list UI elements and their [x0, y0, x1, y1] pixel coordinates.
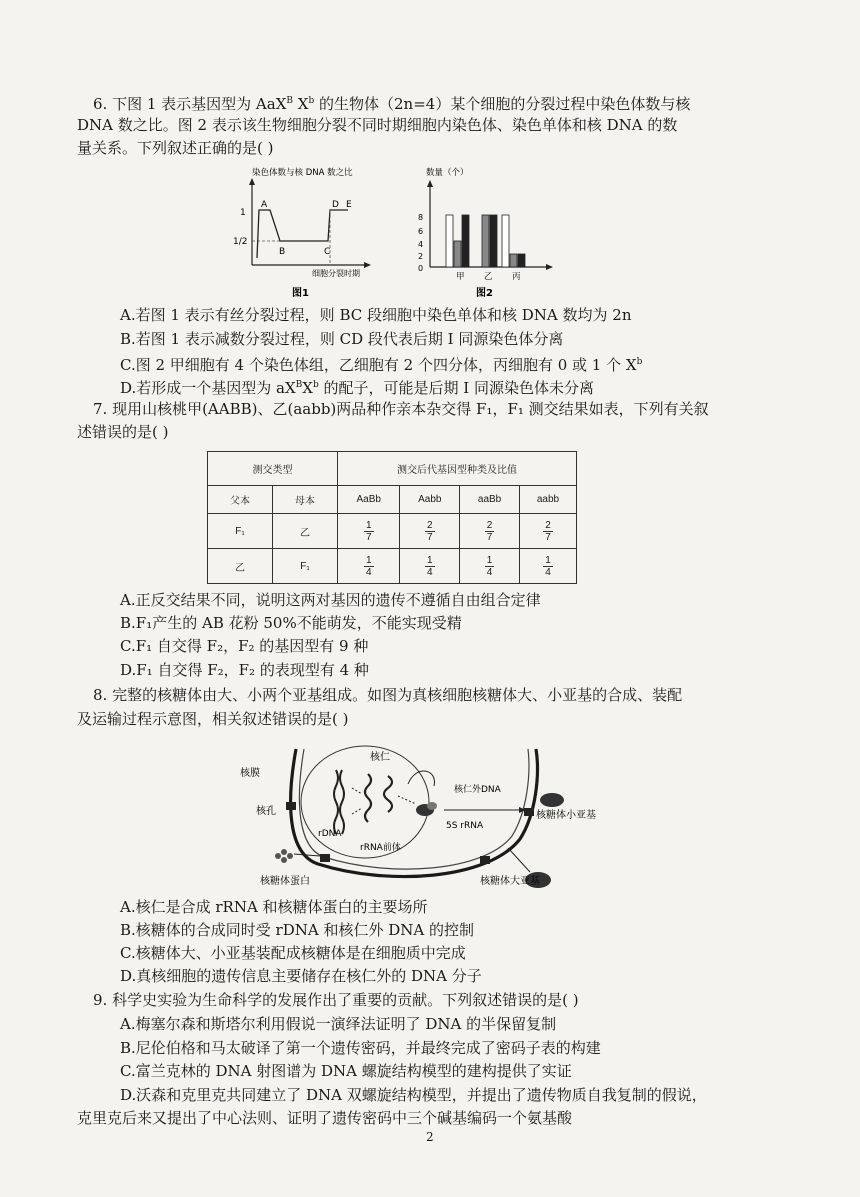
- q7-table-father-head: 父本: [208, 486, 273, 514]
- fig1-pt-E: E: [346, 200, 352, 210]
- q9-option-b: B.尼伦伯格和马太破译了第一个遗传密码，并最终完成了密码子表的构建: [120, 1039, 601, 1057]
- q7-stem-line2: 述错误的是( ): [77, 423, 169, 441]
- table-cell: 乙: [208, 549, 273, 584]
- q6-option-d: D.若形成一个基因型为 $aX^BX^b$ 的配子，可能是后期 I 同源染色体未分离: [120, 379, 594, 397]
- q7-table-mother-head: 母本: [273, 486, 338, 514]
- q6-option-a: A.若图 1 表示有丝分裂过程，则 BC 段细胞中染色单体和核 DNA 数均为 2n: [120, 306, 632, 324]
- page-number: 2: [426, 1130, 434, 1144]
- label-membrane: 核膜: [240, 768, 260, 779]
- table-cell: $\frac{1}{4}$: [400, 549, 460, 584]
- fig2-cat-yi: 乙: [484, 272, 493, 282]
- q6-stem-line2: DNA 数之比。图 2 表示该生物细胞分裂不同时期细胞内染色体、染色单体和核 DNA 的数: [77, 116, 678, 134]
- fig2-cat-bing: 丙: [512, 272, 521, 282]
- fig2-bar-2-0: [502, 215, 509, 267]
- q9-option-d-line2: 克里克后来又提出了中心法则、证明了遗传密码中三个碱基编码一个氨基酸: [77, 1109, 573, 1127]
- label-pore: 核孔: [256, 806, 276, 817]
- q8-stem-line1: 8. 完整的核糖体由大、小两个亚基组成。如图为真核细胞核糖体大、小亚基的合成、装配: [93, 686, 683, 704]
- table-cell: $\frac{2}{7}$: [519, 514, 576, 549]
- label-rrna-precursor: rRNA前体: [360, 843, 401, 853]
- fig2-ytick-6: 6: [418, 227, 424, 236]
- q8-option-c: C.核糖体大、小亚基装配成核糖体是在细胞质中完成: [120, 944, 466, 962]
- label-extra-dna: 核仁外DNA: [454, 785, 501, 795]
- fig2-bar-2-2: [518, 254, 525, 267]
- table-cell: $\frac{1}{4}$: [519, 549, 576, 584]
- fig1-yhalf: 1/2: [233, 237, 248, 247]
- figure-2-bar-chart: [412, 163, 562, 303]
- fig2-bar-0-1: [454, 241, 461, 267]
- fig2-cat-jia: 甲: [456, 272, 465, 282]
- q6-stem-line1: 6. 下图 1 表示基因型为 AaX$^B$ $X^b$ 的生物体（2n=4）某个细胞的分裂过程中染色体数与核: [93, 95, 691, 113]
- fig1-pt-B: B: [279, 247, 286, 257]
- q7-table-col-aabb2: Aabb: [400, 486, 460, 514]
- q7-table-col-aabb4: aabb: [519, 486, 576, 514]
- fig2-caption: 图2: [476, 288, 493, 299]
- q7-option-c: C.F₁ 自交得 F₂，F₂ 的基因型有 9 种: [120, 637, 369, 655]
- q7-stem-line1: 7. 现用山核桃甲(AABB)、乙(aabb)两品种作亲本杂交得 F₁，F₁ 测交结果如表，下列有关叙: [93, 400, 709, 418]
- fig2-ytick-4: 4: [418, 240, 424, 249]
- q8-stem-line2: 及运输过程示意图，相关叙述错误的是( ): [77, 710, 349, 728]
- q9-option-d-line1: D.沃森和克里克共同建立了 DNA 双螺旋结构模型，并提出了遗传物质自我复制的假说，: [120, 1086, 707, 1104]
- label-rdna: rDNA: [318, 829, 342, 839]
- q8-option-a: A.核仁是合成 rRNA 和核糖体蛋白的主要场所: [120, 898, 428, 916]
- q7-option-a: A.正反交结果不同，说明这两对基因的遗传不遵循自由组合定律: [120, 591, 541, 609]
- table-cell: $\frac{1}{4}$: [338, 549, 400, 584]
- q9-stem: 9. 科学史实验为生命科学的发展作出了重要的贡献。下列叙述错误的是( ): [93, 991, 579, 1009]
- q7-table-header-ratio: 测交后代基因型种类及比值: [338, 452, 577, 486]
- fig2-ytick-8: 8: [418, 213, 424, 222]
- fig1-line: [257, 210, 348, 258]
- table-row: [208, 549, 577, 584]
- q6-stem-line3: 量关系。下列叙述正确的是( ): [77, 139, 274, 157]
- fig1-xlabel: 细胞分裂时期: [312, 269, 360, 278]
- fig2-ylabel: 数量（个）: [426, 168, 469, 178]
- ribosome-assembly-diagram: [240, 744, 608, 894]
- label-small-subunit: 核糖体小亚基: [536, 810, 596, 821]
- q8-option-b: B.核糖体的合成同时受 rDNA 和核仁外 DNA 的控制: [120, 921, 475, 939]
- fig1-pt-C: C: [324, 247, 331, 257]
- table-row: [208, 514, 577, 549]
- fig1-caption: 图1: [292, 288, 309, 299]
- table-cell: $\frac{1}{7}$: [338, 514, 400, 549]
- q9-option-c: C.富兰克林的 DNA 射图谱为 DNA 螺旋结构模型的建构提供了实证: [120, 1062, 572, 1080]
- label-protein: 核糖体蛋白: [260, 876, 310, 887]
- q7-option-b: B.F₁产生的 AB 花粉 50%不能萌发，不能实现受精: [120, 614, 462, 632]
- q6-option-c: C.图 2 甲细胞有 4 个染色体组，乙细胞有 2 个四分体，丙细胞有 0 或 1 个 $X^b$: [120, 356, 643, 374]
- q7-testcross-table: [207, 451, 577, 584]
- fig2-ytick-0: 0: [418, 264, 424, 273]
- fig1-ylabel: 染色体数与核 DNA 数之比: [252, 168, 353, 178]
- figure-1-line-chart: [228, 163, 398, 303]
- q7-table-col-aabb3: aaBb: [460, 486, 520, 514]
- fig1-pt-A: A: [261, 200, 268, 210]
- nucleolus-shape: [301, 746, 429, 858]
- fig2-bar-1-2: [490, 215, 497, 267]
- label-large-subunit: 核糖体大亚基: [480, 876, 540, 887]
- label-5s-rrna: 5S rRNA: [446, 821, 484, 831]
- fig1-y1: 1: [240, 208, 246, 218]
- q7-table-header-type: 测交类型: [208, 452, 338, 486]
- table-cell: 乙: [273, 514, 338, 549]
- fig2-bar-0-0: [446, 215, 453, 267]
- label-nucleolus: 核仁: [370, 752, 390, 763]
- q7-option-d: D.F₁ 自交得 F₂，F₂ 的表现型有 4 种: [120, 661, 369, 679]
- fig2-bar-1-1: [482, 215, 489, 267]
- table-cell: $\frac{1}{4}$: [460, 549, 520, 584]
- q9-option-a: A.梅塞尔森和斯塔尔利用假说一演绎法证明了 DNA 的半保留复制: [120, 1015, 557, 1033]
- fig2-bar-0-2: [462, 215, 469, 267]
- fig1-pt-D: D: [332, 200, 339, 210]
- fig2-ytick-2: 2: [418, 252, 424, 261]
- q7-table-col-aabb1: AaBb: [338, 486, 400, 514]
- table-cell: $\frac{2}{7}$: [460, 514, 520, 549]
- q6-option-b: B.若图 1 表示减数分裂过程，则 CD 段代表后期 I 同源染色体分离: [120, 330, 564, 348]
- fig2-bar-2-1: [510, 254, 517, 267]
- q8-option-d: D.真核细胞的遗传信息主要储存在核仁外的 DNA 分子: [120, 967, 482, 985]
- table-cell: F₁: [273, 549, 338, 584]
- table-cell: $\frac{2}{7}$: [400, 514, 460, 549]
- table-cell: F₁: [208, 514, 273, 549]
